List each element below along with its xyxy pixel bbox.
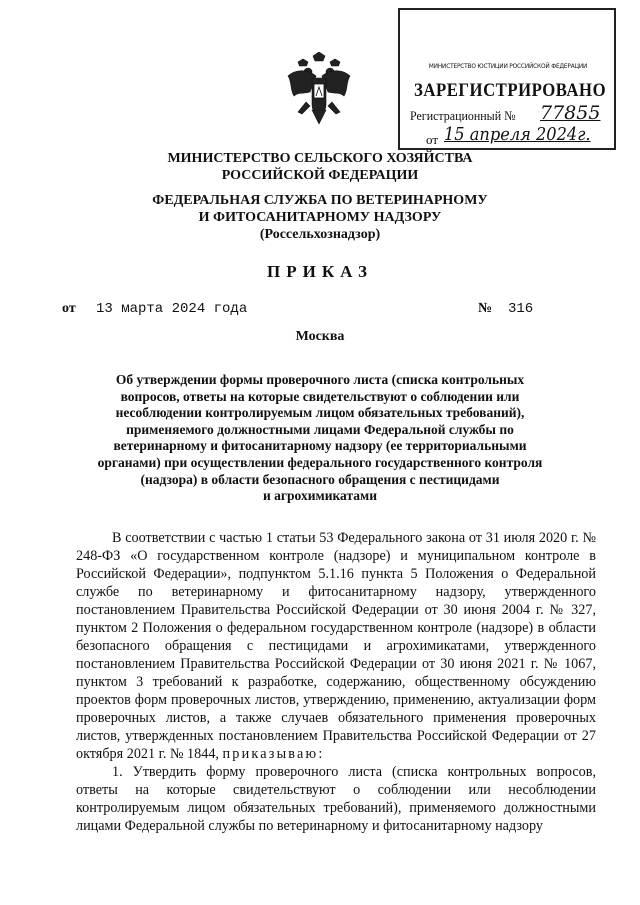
city: Москва [295, 329, 345, 344]
ministry-heading [0, 150, 640, 184]
service-line-1: ФЕДЕРАЛЬНАЯ СЛУЖБА ПО ВЕТЕРИНАРНОМУ [152, 193, 488, 208]
title-line: и агрохимикатами [263, 488, 377, 504]
stamp-number-label: Регистрационный № [410, 108, 516, 123]
body-paragraph [76, 529, 596, 763]
order-heading: ПРИКАЗ [267, 262, 373, 281]
stamp-date-prefix: от [426, 132, 439, 147]
coat-of-arms-emblem [286, 52, 352, 126]
stamp-date: 15 апреля 2024г. [444, 124, 591, 145]
document-body [76, 529, 596, 835]
service-short-name: (Россельхознадзор) [259, 227, 381, 242]
title-line: ветеринарному и фитосанитарному надзору (ее территориальными [113, 438, 527, 454]
document-title [0, 372, 640, 505]
order-date: 13 марта 2024 года [96, 301, 248, 317]
service-line-2: И ФИТОСАНИТАРНОМУ НАДЗОРУ [198, 210, 442, 225]
title-line: вопросов, ответы на которые свидетельствуют о соблюдении или [120, 388, 520, 404]
body-paragraph: 1. Утвердить форму проверочного листа (списка контрольных вопросов, ответы на которые свидетельствуют о соблюдении или несоблюдении контролируемым лицом обязательных требований), применяемого должностными лицами Федеральной службы по ветеринарному и фитосанитарному надзору [76, 764, 596, 834]
order-date-label: от [62, 301, 76, 316]
registration-stamp [398, 8, 616, 150]
service-heading [0, 192, 640, 243]
title-line: органами) при осуществлении федерального государственного контроля [97, 454, 543, 470]
stamp-number: 77855 [540, 102, 601, 124]
stamp-ministry: МИНИСТЕРСТВО ЮСТИЦИИ РОССИЙСКОЙ ФЕДЕРАЦИИ [428, 62, 588, 70]
stamp-registered: ЗАРЕГИСТРИРОВАНО [414, 80, 607, 101]
title-line: несоблюдении контролируемым лицом обязательных требований), [115, 405, 525, 421]
title-line: Об утверждении формы проверочного листа (списка контрольных [115, 372, 525, 387]
ministry-line-1: МИНИСТЕРСТВО СЕЛЬСКОГО ХОЗЯЙСТВА [167, 151, 473, 166]
order-number-label: № [478, 301, 493, 316]
ministry-line-2: РОССИЙСКОЙ ФЕДЕРАЦИИ [221, 168, 419, 183]
title-line: (надзора) в области безопасного обращения с пестицидами [140, 471, 500, 487]
order-number: 316 [508, 301, 534, 317]
preamble-text: В соответствии с частью 1 статьи 53 Федерального закона от 31 июля 2020 г. № 248-ФЗ «О государственном контроле (надзоре) и муниципальном контроле в Российской Федерации», подпунктом 5.1.16 пункта 5 Положения о Федеральной службе по ветеринарному и фитосанитарному надзору, утвержденного постановлением Правительства Российской Федерации от 30 июня 2004 г. № 327, пунктом 2 Положения о федеральном государственном контроле (надзоре) в области безопасного обращения с пестицидами и агрохимикатами, утвержденного постановлением Правительства Российской Федерации от 30 июня 2021 г. № 1067, пунктом 3 требований к разработке, содержанию, общественному обсуждению проектов форм проверочных листов, утверждению, применению, актуализации форм проверочных листов, а также случаев обязательного применения проверочных листов, утвержденных постановлением Правительства Российской Федерации от 27 октября 2021 г. № 1844, [76, 530, 596, 762]
decree-word: приказываю: [222, 746, 325, 762]
title-line: применяемого должностными лицами Федеральной службы по [126, 421, 514, 437]
